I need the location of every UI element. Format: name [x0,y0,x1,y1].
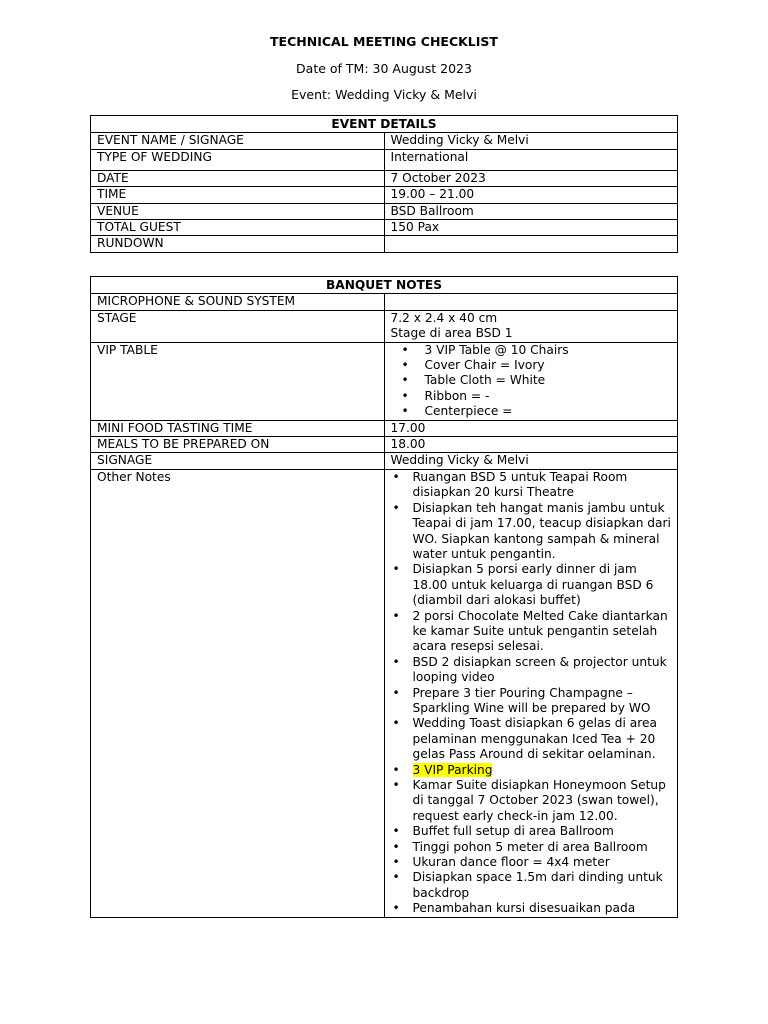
row-value [384,310,678,342]
row-label: SIGNAGE [91,453,385,469]
document-title: TECHNICAL MEETING CHECKLIST [270,34,498,49]
table-row [91,437,678,453]
list-item: • Kamar Suite disiapkan Honeymoon Setup di tanggal 7 October 2023 (swan towel), request early check-in jam 12.00. [391,778,672,824]
table-row [91,220,678,236]
stage-area: Stage di area BSD 1 [390,326,513,341]
list-item: • Wedding Toast disiapkan 6 gelas di area pelaminan menggunakan Iced Tea + 20 gelas Pass Around di sekitar oelaminan. [391,716,672,762]
other-notes-list [391,470,672,917]
stage-size: 7.2 x 2.4 x 40 cm [390,310,498,325]
list-item: • Disiapkan space 1.5m dari dinding untuk backdrop [391,870,672,901]
row-value: 19.00 – 21.00 [384,187,678,203]
list-item: • Prepare 3 tier Pouring Champagne – Sparkling Wine will be prepared by WO [391,686,672,717]
row-label: VENUE [91,203,385,219]
list-item: • Cover Chair = Ivory [391,358,672,373]
row-value [384,342,678,420]
row-label: DATE [91,170,385,186]
row-label: VIP TABLE [91,342,385,420]
row-value: BSD Ballroom [384,203,678,219]
vip-table-list [391,343,672,420]
row-label: MEALS TO BE PREPARED ON [91,437,385,453]
table-row [91,310,678,342]
list-item: • 2 porsi Chocolate Melted Cake diantarkan ke kamar Suite untuk pengantin setelah acara resepsi selesai. [391,609,672,655]
table-row [91,203,678,219]
row-value [384,294,678,310]
event-name-line: Event: Wedding Vicky & Melvi [291,87,477,102]
list-item: • BSD 2 disiapkan screen & projector untuk looping video [391,655,672,686]
table-row [91,170,678,186]
list-item: • Centerpiece = [391,404,672,419]
row-value: 17.00 [384,420,678,436]
row-value [384,469,678,917]
list-item: • Penambahan kursi disesuaikan pada [391,901,672,916]
table-row [91,342,678,420]
row-label: RUNDOWN [91,236,385,252]
row-value: 7 October 2023 [384,170,678,186]
list-item: • Ruangan BSD 5 untuk Teapai Room disiapkan 20 kursi Theatre [391,470,672,501]
event-details-heading: EVENT DETAILS [91,116,678,133]
table-row [91,236,678,252]
highlighted-note: 3 VIP Parking [412,762,493,777]
row-label: MICROPHONE & SOUND SYSTEM [91,294,385,310]
list-item [391,763,672,778]
table-row [91,453,678,469]
row-label: TIME [91,187,385,203]
list-item: • Disiapkan 5 porsi early dinner di jam 18.00 untuk keluarga di ruangan BSD 6 (diambil dari alokasi buffet) [391,562,672,608]
row-label: TOTAL GUEST [91,220,385,236]
row-value: Wedding Vicky & Melvi [384,133,678,149]
banquet-notes-table [90,276,678,918]
row-label: Other Notes [91,469,385,917]
list-item: • Table Cloth = White [391,373,672,388]
table-row [91,420,678,436]
table-row [91,149,678,170]
list-item: • Buffet full setup di area Ballroom [391,824,672,839]
event-details-table [90,115,678,253]
row-value: Wedding Vicky & Melvi [384,453,678,469]
meeting-date: Date of TM: 30 August 2023 [296,61,472,76]
list-item: • Ribbon = - [391,389,672,404]
table-row [91,294,678,310]
list-item: • Ukuran dance floor = 4x4 meter [391,855,672,870]
row-label: EVENT NAME / SIGNAGE [91,133,385,149]
banquet-notes-heading: BANQUET NOTES [91,277,678,294]
table-row [91,469,678,917]
row-label: STAGE [91,310,385,342]
list-item: • Disiapkan teh hangat manis jambu untuk Teapai di jam 17.00, teacup disiapkan dari WO. Siapkan kantong sampah & mineral water untuk pengantin. [391,501,672,563]
row-label: TYPE OF WEDDING [91,149,385,170]
table-row [91,133,678,149]
row-value [384,236,678,252]
row-label: MINI FOOD TASTING TIME [91,420,385,436]
list-item: • 3 VIP Table @ 10 Chairs [391,343,672,358]
list-item: • Tinggi pohon 5 meter di area Ballroom [391,840,672,855]
table-row [91,187,678,203]
row-value: 150 Pax [384,220,678,236]
row-value: 18.00 [384,437,678,453]
row-value: International [384,149,678,170]
